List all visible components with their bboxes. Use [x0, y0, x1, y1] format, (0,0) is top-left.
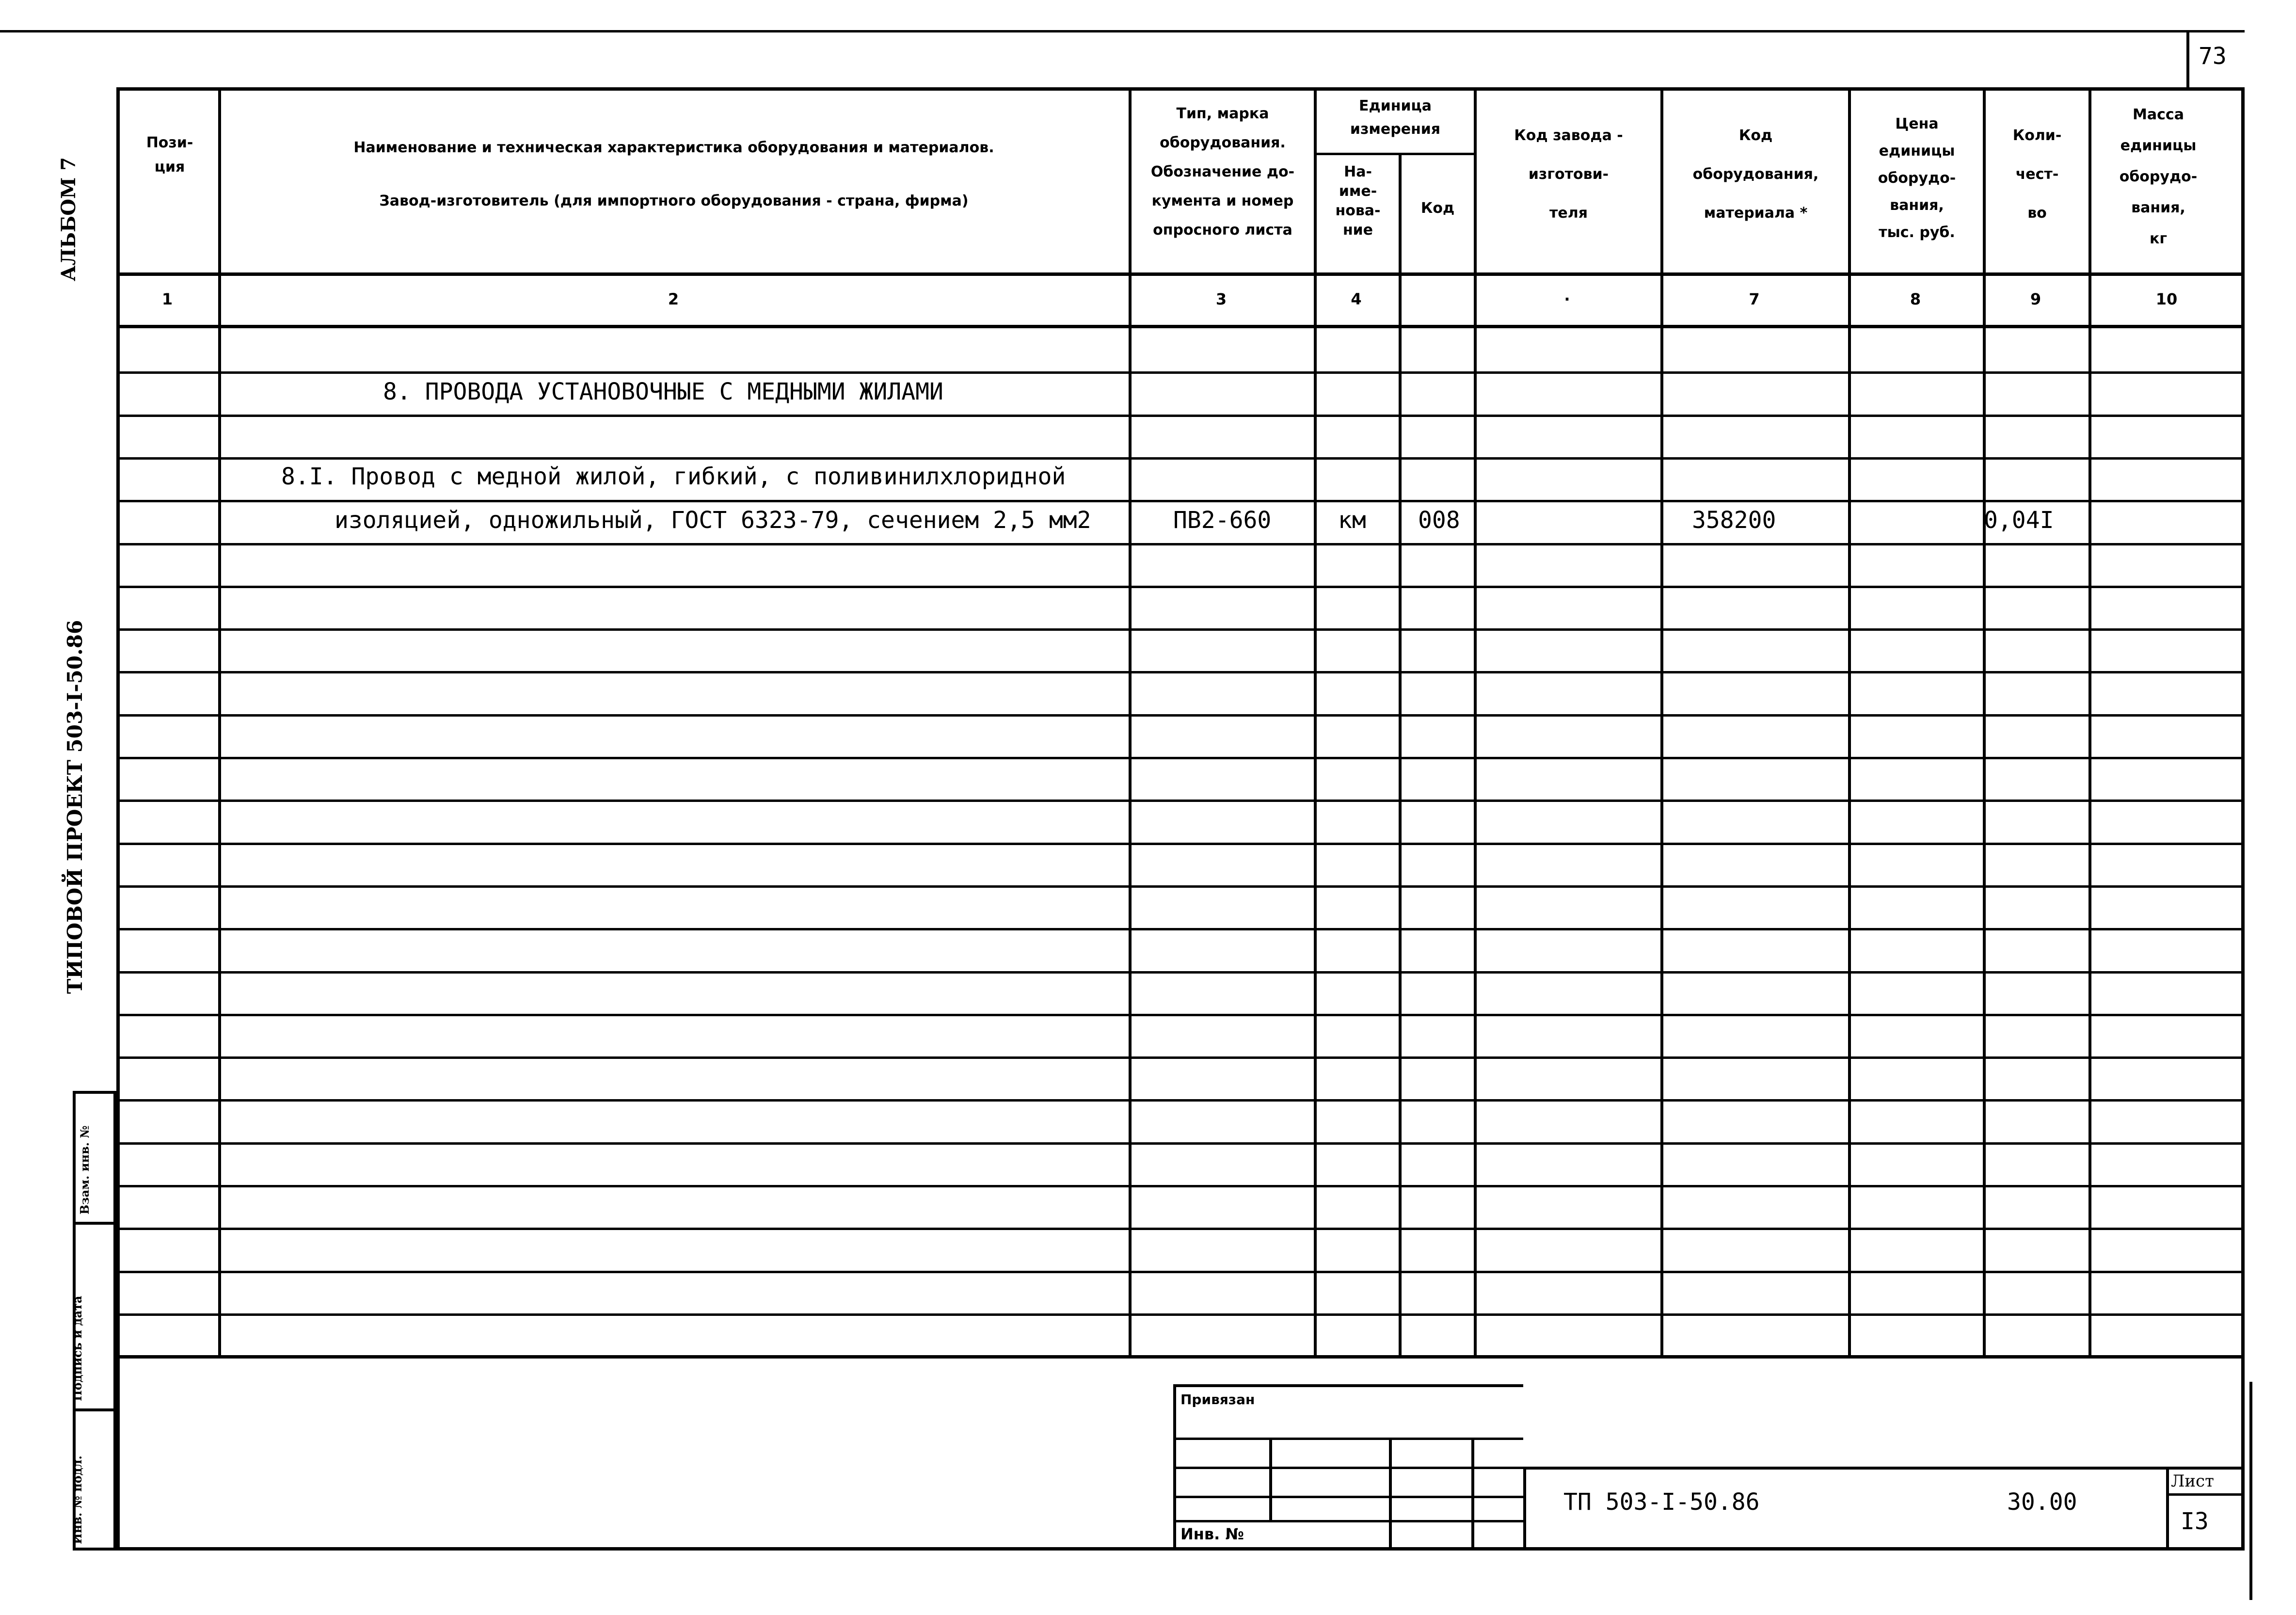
- col-divider-1: [218, 87, 221, 1358]
- album-label: АЛЬБОМ 7: [57, 157, 80, 281]
- header-equipment-code: Код оборудования, материала *: [1692, 127, 1819, 222]
- header-unit-code: Код: [1420, 200, 1455, 217]
- header-type: Тип, марка оборудования. Обозначение до- кумента и номер опросного листа: [1150, 105, 1295, 239]
- col-number-10: 10: [2155, 290, 2178, 308]
- header-position: Пози- ция: [146, 134, 193, 176]
- tb-line-4: [1173, 1520, 1523, 1522]
- col-divider-2: [1129, 87, 1132, 1358]
- stamp-divider-2: [73, 1408, 116, 1411]
- col-number-8: 8: [1910, 290, 1921, 308]
- tb-vline-2: [1389, 1438, 1392, 1551]
- stamp-signature-date: Подпись и дата: [70, 1295, 84, 1401]
- tb-sheet-label-line: [2166, 1493, 2245, 1496]
- section-title: 8. ПРОВОДА УСТАНОВОЧНЫЕ С МЕДНЫМИ ЖИЛАМИ: [383, 378, 943, 405]
- top-border-line: [0, 30, 2245, 32]
- item-quantity: 0,04I: [1984, 507, 2054, 534]
- col-number-2: 2: [668, 290, 679, 308]
- page-number: 73: [2199, 43, 2227, 70]
- tb-vline-3: [1471, 1438, 1474, 1551]
- table-row-line: [116, 928, 2245, 930]
- item-unit-code: 008: [1418, 507, 1460, 534]
- header-name-line2: Завод-изготовитель (для импортного оборудования - страна, фирма): [379, 192, 969, 209]
- table-row-line: [116, 671, 2245, 673]
- right-edge-mark: [2249, 1382, 2252, 1600]
- table-bottom-line: [116, 1355, 2245, 1359]
- col-divider-7: [1848, 87, 1851, 1358]
- attached-label: Привязан: [1180, 1391, 1255, 1407]
- col-divider-8: [1983, 87, 1986, 1358]
- col-number-3: 3: [1215, 290, 1227, 308]
- table-row-line: [116, 800, 2245, 802]
- table-row-line: [116, 757, 2245, 759]
- stamp-divider-1: [73, 1222, 116, 1225]
- stamp-orig-no: Инв. № подл.: [70, 1455, 84, 1544]
- table-row-line: [116, 1271, 2245, 1273]
- tb-vline-1: [1269, 1438, 1272, 1520]
- table-row-line: [116, 885, 2245, 888]
- table-row-line: [116, 586, 2245, 588]
- item-equipment-code: 358200: [1692, 507, 1776, 534]
- header-unit-name: На- име- нова- ние: [1335, 163, 1381, 239]
- tb-line-3: [1173, 1496, 1523, 1498]
- table-row-line: [116, 543, 2245, 545]
- number-row-bottom-line: [116, 325, 2245, 328]
- header-bottom-line: [116, 272, 2245, 276]
- col-divider-5: [1474, 87, 1477, 1358]
- doc-code: ТП 503-I-50.86: [1563, 1488, 1760, 1516]
- table-row-line: [116, 1185, 2245, 1187]
- table-row-line: [116, 1014, 2245, 1016]
- inv-no-label: Инв. №: [1180, 1525, 1244, 1543]
- unit-group-divider: [1314, 153, 1474, 155]
- tb-sheet-divider: [2166, 1467, 2169, 1551]
- table-row-line: [116, 628, 2245, 631]
- table-row-line: [116, 1313, 2245, 1316]
- table-row-line: [116, 371, 2245, 374]
- col-number-1: 1: [161, 290, 173, 308]
- col-divider-3: [1314, 87, 1317, 1358]
- stamp-inv-no: Взам. инв. №: [78, 1125, 92, 1215]
- item-type: ПВ2-660: [1173, 507, 1272, 534]
- header-price: Цена единицы оборудо- вания, тыс. руб.: [1878, 115, 1956, 241]
- table-row-line: [116, 415, 2245, 417]
- header-unit-group: Единица измерения: [1350, 97, 1441, 138]
- table-row-line: [116, 457, 2245, 460]
- table-row-line: [116, 1056, 2245, 1059]
- col-number-9: 9: [2030, 290, 2041, 308]
- project-label: ТИПОВОЙ ПРОЕКТ 503-I-50.86: [63, 620, 87, 994]
- header-quantity: Коли- чест- во: [2012, 127, 2062, 222]
- col-divider-4: [1399, 153, 1402, 1358]
- table-row-line: [116, 714, 2245, 717]
- table-row-line: [116, 1228, 2245, 1230]
- header-mass: Масса единицы оборудо- вания, кг: [2119, 106, 2198, 247]
- header-name-line1: Наименование и техническая характеристика оборудования и материалов.: [353, 139, 994, 156]
- col-divider-9: [2089, 87, 2091, 1358]
- col-divider-6: [1660, 87, 1663, 1358]
- sheet-number: I3: [2181, 1508, 2209, 1535]
- col-number-7: 7: [1749, 290, 1760, 308]
- table-row-line: [116, 1142, 2245, 1145]
- item-description-line2: изоляцией, одножильный, ГОСТ 6323-79, сечением 2,5 мм2: [335, 507, 1091, 534]
- table-row-line: [116, 971, 2245, 974]
- item-description-line1: 8.I. Провод с медной жилой, гибкий, с поливинилхлоридной: [281, 463, 1066, 490]
- table-row-line: [116, 1099, 2245, 1102]
- tb-line-2: [1173, 1467, 1523, 1469]
- col-number-4: 4: [1351, 290, 1362, 308]
- header-factory-code: Код завода - изготови- теля: [1514, 127, 1623, 222]
- sheet-code: 30.00: [2007, 1488, 2077, 1516]
- item-unit: км: [1338, 507, 1366, 534]
- tb-line-1: [1173, 1438, 1523, 1440]
- col-number-6: ·: [1564, 290, 1570, 308]
- table-row-line: [116, 500, 2245, 502]
- sheet-label: Лист: [2171, 1471, 2214, 1491]
- table-row-line: [116, 843, 2245, 845]
